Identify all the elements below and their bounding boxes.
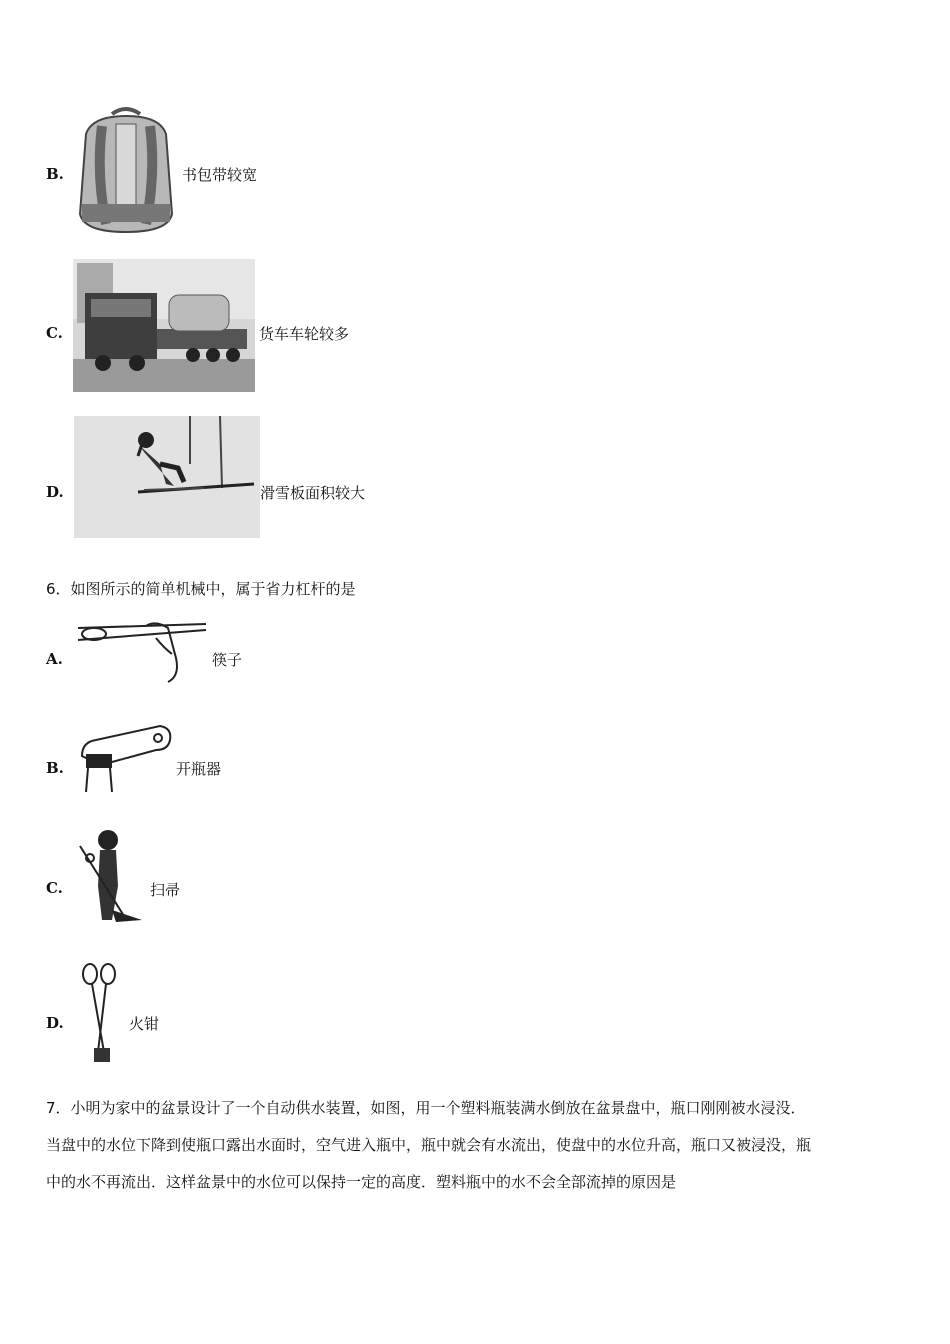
truck-photo — [73, 259, 255, 392]
option-letter: D. — [46, 483, 64, 501]
question-7-line: 当盘中的水位下降到使瓶口露出水面时，空气进入瓶中，瓶中就会有水流出，使盘中的水位升高，瓶口又被浸没，瓶 — [46, 1136, 812, 1154]
option-caption: 扫帚 — [150, 881, 181, 899]
question-7-line: 7．小明为家中的盆景设计了一个自动供水装置，如图，用一个塑料瓶装满水倒放在盆景盘中，瓶口刚刚被水浸没． — [46, 1099, 806, 1117]
question-6-stem: 6．如图所示的简单机械中，属于省力杠杆的是 — [46, 580, 356, 598]
option-letter: A. — [46, 650, 63, 668]
backpack-photo — [72, 104, 180, 234]
option-caption: 货车车轮较多 — [259, 325, 350, 343]
skier-photo — [74, 416, 260, 538]
option-letter: B. — [46, 759, 64, 777]
option-caption: 筷子 — [212, 651, 243, 669]
option-letter: B. — [46, 165, 64, 183]
option-letter: C. — [46, 324, 63, 342]
option-letter: C. — [46, 879, 63, 897]
option-caption: 火钳 — [129, 1015, 160, 1033]
option-caption: 开瓶器 — [176, 760, 222, 778]
bottle-opener-drawing — [76, 722, 174, 794]
broom-drawing — [72, 826, 146, 922]
option-caption: 书包带较宽 — [182, 166, 258, 184]
question-7-line: 中的水不再流出．这样盆景中的水位可以保持一定的高度．塑料瓶中的水不会全部流掉的原因是 — [46, 1173, 677, 1191]
chopsticks-drawing — [76, 618, 208, 684]
fire-tongs-drawing — [80, 962, 120, 1070]
option-caption: 滑雪板面积较大 — [260, 484, 366, 502]
option-letter: D. — [46, 1014, 64, 1032]
